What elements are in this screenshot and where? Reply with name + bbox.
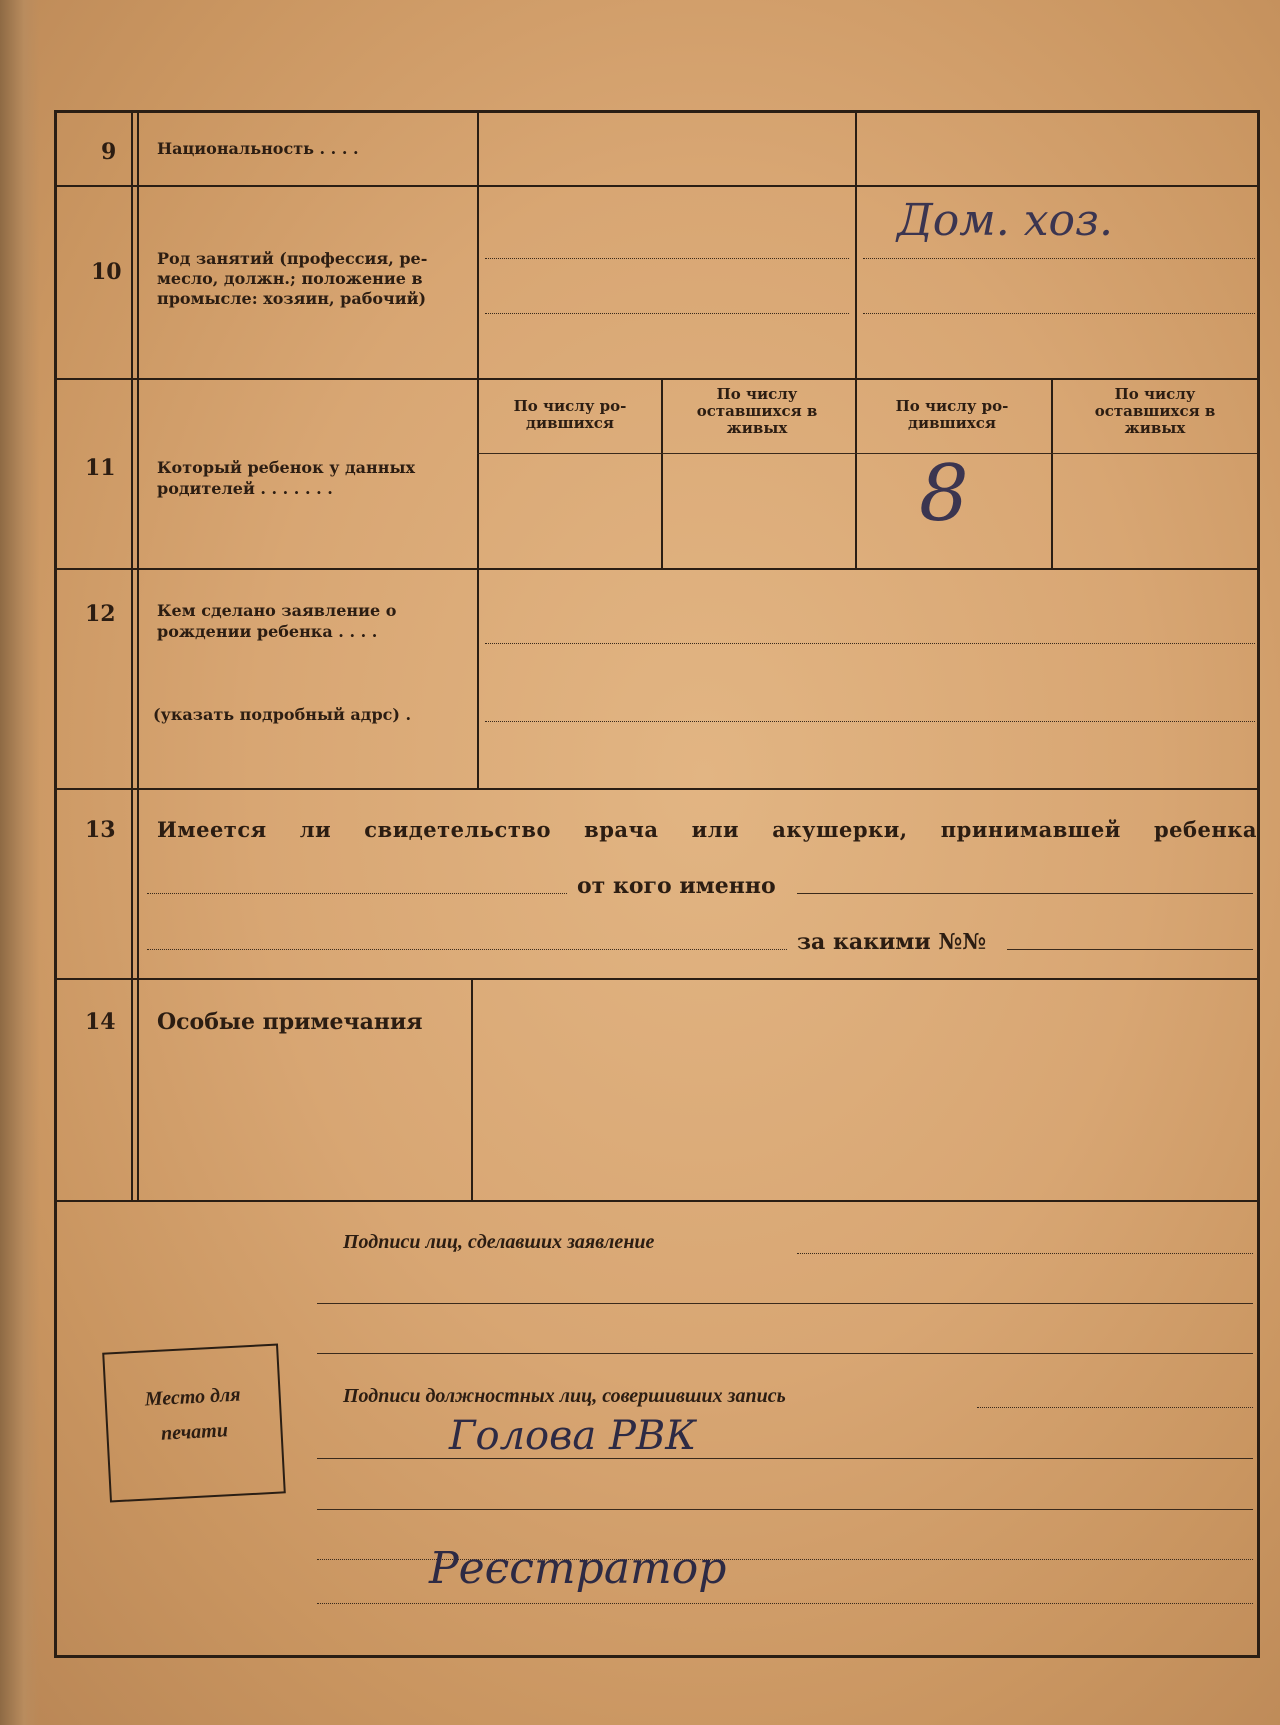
signature-line xyxy=(317,1603,1253,1604)
officials-signature-label: Подписи должностных лиц, совершивших запись xyxy=(343,1385,786,1407)
stamp-placeholder-box xyxy=(102,1343,286,1502)
subcolumn-line xyxy=(661,378,663,568)
stamp-label-line: печати xyxy=(160,1419,229,1445)
fill-line xyxy=(485,721,1255,722)
number-column-line xyxy=(131,113,133,1200)
fill-line xyxy=(485,643,1255,644)
row-number-11: 11 xyxy=(85,455,116,481)
official-signature-registrar: Реєстратор xyxy=(429,1543,727,1594)
row-divider xyxy=(57,568,1257,570)
label-column-line xyxy=(477,113,479,788)
signature-line xyxy=(797,1253,1253,1254)
fill-line xyxy=(485,313,849,314)
nationality-label: Национальность . . . . xyxy=(157,139,359,158)
row-number-10: 10 xyxy=(91,259,122,285)
fill-line xyxy=(147,893,567,894)
child-order-label-line: родителей . . . . . . . xyxy=(157,479,333,498)
signature-line xyxy=(317,1353,1253,1354)
handwritten-occupation: Дом. хоз. xyxy=(897,195,1114,246)
subheader-born: По числу ро- дившихся xyxy=(513,397,627,432)
row-number-12: 12 xyxy=(85,601,116,627)
occupation-label-line: Род занятий (профессия, ре- xyxy=(157,249,428,268)
row-divider xyxy=(57,185,1257,187)
row-divider xyxy=(57,788,1257,790)
subcolumn-line xyxy=(1051,378,1053,568)
address-label: (указать подробный адрс) . xyxy=(153,705,412,724)
midwife-certificate-question: Имеется ли свидетельство врача или акушерки, принимавшей ребенка xyxy=(157,817,1257,842)
row-number-14: 14 xyxy=(85,1009,116,1035)
applicant-label-line: Кем сделано заявление о xyxy=(157,601,397,620)
applicant-label-line: рождении ребенка . . . . xyxy=(157,622,378,641)
subheader-alive: По числу оставшихся в живых xyxy=(696,385,818,437)
parent-column-line xyxy=(855,113,857,568)
page-edge-shadow xyxy=(0,0,40,1725)
subheader-alive: По числу оставшихся в живых xyxy=(1094,385,1216,437)
fill-line xyxy=(485,258,849,259)
occupation-label-line: промысле: хозяин, рабочий) xyxy=(157,289,427,308)
fill-line xyxy=(147,949,787,950)
special-notes-label: Особые примечания xyxy=(157,1009,423,1035)
subheader-born: По числу ро- дившихся xyxy=(895,397,1009,432)
from-whom-label: от кого именно xyxy=(577,873,776,899)
applicants-signature-label: Подписи лиц, сделавших заявление xyxy=(343,1231,655,1253)
signature-line xyxy=(317,1303,1253,1304)
fill-line xyxy=(863,313,1255,314)
official-signature-head: Голова РВК xyxy=(449,1413,697,1459)
row-number-13: 13 xyxy=(85,817,116,843)
label-column-line xyxy=(471,978,473,1200)
numbers-label: за какими №№ xyxy=(797,929,987,955)
signature-line xyxy=(977,1407,1253,1408)
fill-line xyxy=(797,893,1253,894)
subheader-line xyxy=(477,453,1257,454)
row-divider xyxy=(57,378,1257,380)
signature-line xyxy=(317,1509,1253,1510)
row-divider xyxy=(57,978,1257,980)
row-divider xyxy=(57,1200,1257,1202)
fill-line xyxy=(1007,949,1253,950)
handwritten-child-number: 8 xyxy=(919,449,969,539)
occupation-label-line: месло, должн.; положение в xyxy=(157,269,423,288)
number-column-line xyxy=(137,113,139,1200)
fill-line xyxy=(863,258,1255,259)
child-order-label-line: Который ребенок у данных xyxy=(157,458,416,477)
row-number-9: 9 xyxy=(101,139,117,165)
stamp-label-line: Место для xyxy=(144,1383,242,1411)
